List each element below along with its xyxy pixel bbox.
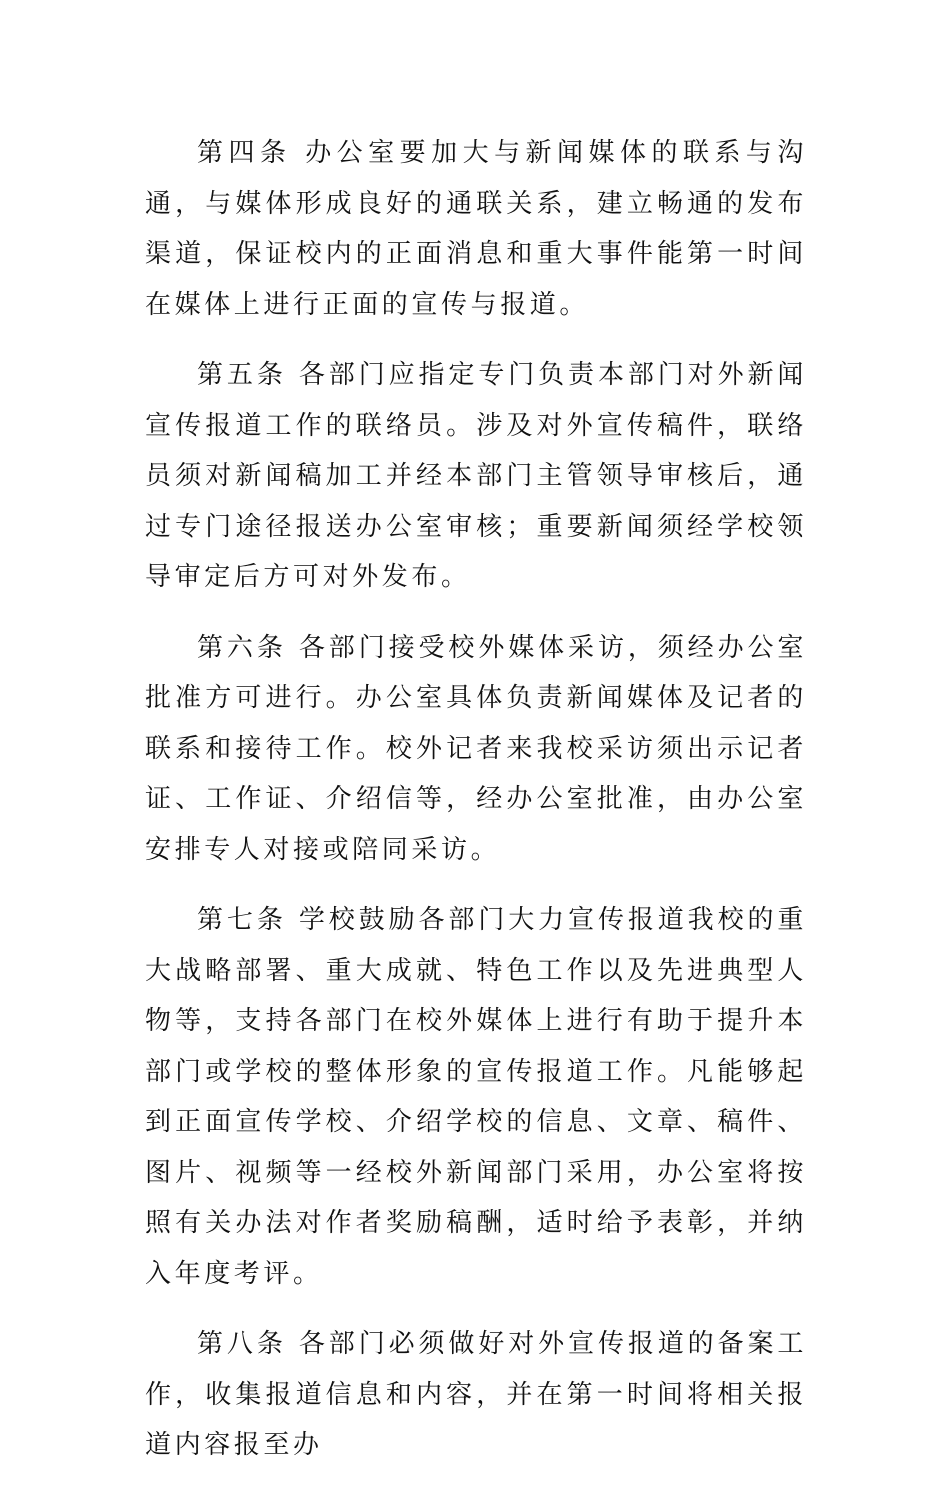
article-6-paragraph: 第六条 各部门接受校外媒体采访，须经办公室批准方可进行。办公室具体负责新闻媒体及记者的联系和接待工作。校外记者来我校采访须出示记者证、工作证、介绍信等，经办公室批准，由办公室安排专人对接或陪同采访。 <box>145 632 807 865</box>
document-body <box>145 128 807 1491</box>
article-4-paragraph: 第四条 办公室要加大与新闻媒体的联系与沟通，与媒体形成良好的通联关系，建立畅通的发布渠道，保证校内的正面消息和重大事件能第一时间在媒体上进行正面的宣传与报道。 <box>145 138 807 320</box>
article-8-paragraph: 第八条 各部门必须做好对外宣传报道的备案工作，收集报道信息和内容，并在第一时间将相关报道内容报至办 <box>145 1329 807 1460</box>
article-7-paragraph: 第七条 学校鼓励各部门大力宣传报道我校的重大战略部署、重大成就、特色工作以及先进典型人物等，支持各部门在校外媒体上进行有助于提升本部门或学校的整体形象的宣传报道工作。凡能够起到正面宣传学校、介绍学校的信息、文章、稿件、图片、视频等一经校外新闻部门采用，办公室将按照有关办法对作者奖励稿酬，适时给予表彰，并纳入年度考评。 <box>145 905 807 1289</box>
article-5-paragraph: 第五条 各部门应指定专门负责本部门对外新闻宣传报道工作的联络员。涉及对外宣传稿件，联络员须对新闻稿加工并经本部门主管领导审核后，通过专门途径报送办公室审核；重要新闻须经学校领导审定后方可对外发布。 <box>145 360 807 592</box>
